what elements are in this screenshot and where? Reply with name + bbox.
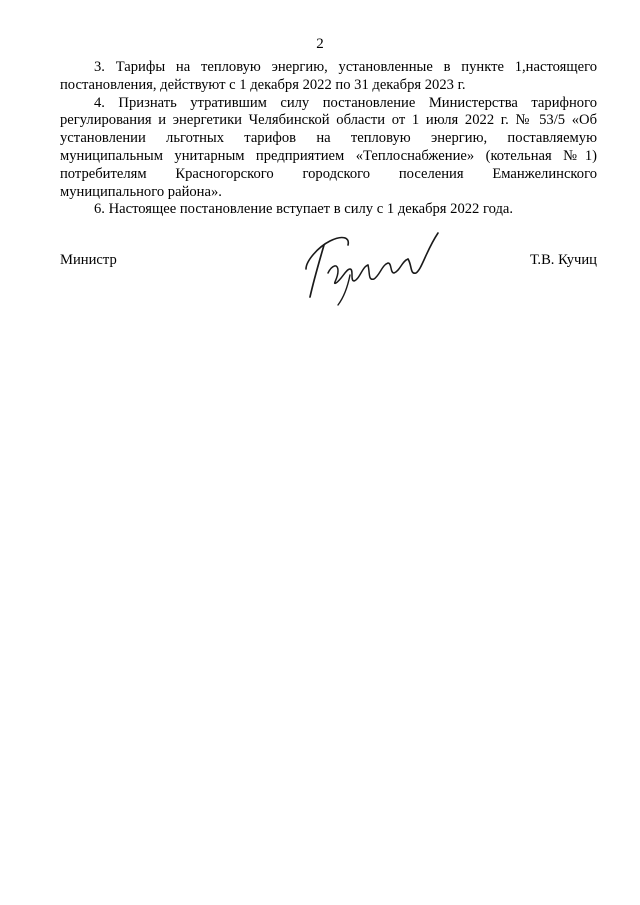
handwritten-signature	[298, 227, 446, 307]
signer-role: Министр	[60, 252, 117, 268]
page-number: 2	[316, 36, 324, 52]
paragraph-tariff-period: 3. Тарифы на тепловую энергию, установленные в пункте 1,настоящего постановления, действуют с 1 декабря 2022 по 31 декабря 2023 г.	[60, 59, 597, 93]
paragraph-repeal: 4. Признать утратившим силу постановление Министерства тарифного регулирования и энергетики Челябинской области от 1 июля 2022 г. № 53/5 «Об установлении льготных тарифов на тепловую энергию, поставляемую муниципальным унитарным предприятием «Теплоснабжение» (котельная №1) потребителям Красногорского городского поселения Еманжелинского муниципального района».	[60, 94, 597, 200]
signer-name: Т.В. Кучиц	[529, 252, 597, 268]
paragraph-effective-date: 6. Настоящее постановление вступает в силу с 1 декабря 2022 года.	[94, 201, 514, 218]
document-body	[60, 59, 597, 219]
